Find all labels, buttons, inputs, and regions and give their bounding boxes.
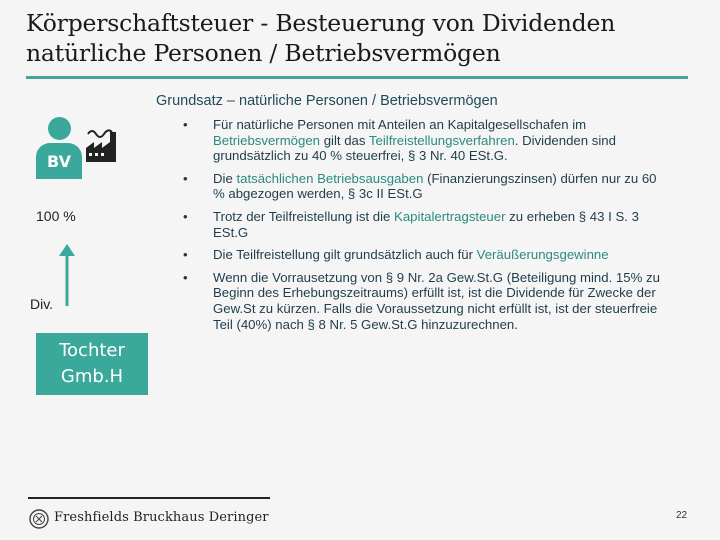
bullet-text: zu erheben § 43 I S. 3 ESt.G — [213, 208, 639, 240]
factory-icon — [84, 124, 122, 166]
highlighted-term: Kapitalertragsteuer — [394, 208, 506, 224]
bullet-dot: • — [183, 117, 188, 132]
title-line-1: Körperschaftsteuer - Besteuerung von Dividenden — [26, 9, 616, 37]
bullet-item — [180, 117, 660, 164]
bullet-text: . Dividenden sind grundsätzlich zu 40 % steuerfrei, § 3 Nr. 40 ESt.G. — [213, 132, 616, 164]
bullet-item — [180, 171, 660, 202]
bullet-dot: • — [183, 208, 188, 224]
percent-label: 100 % — [36, 208, 76, 224]
bullet-dot: • — [183, 269, 188, 285]
bullet-item — [180, 270, 660, 332]
arrow-up-icon — [57, 244, 77, 308]
footer-divider — [28, 497, 270, 499]
bullet-item — [180, 209, 660, 240]
bullet-text: Für natürliche Personen mit Anteilen an Kapitalgesellschafen im — [213, 117, 587, 132]
highlighted-term: tatsächlichen Betriebsausgaben — [236, 170, 424, 186]
dividend-label: Div. — [30, 296, 54, 312]
subsidiary-line-2: Gmb.H — [60, 366, 124, 387]
bullet-list — [180, 117, 660, 339]
bullet-dot: • — [183, 247, 188, 263]
person-icon — [48, 117, 71, 140]
highlighted-term: Teilfreistellungsverfahren — [368, 132, 515, 148]
bullet-text: (Finanzierungszinsen) dürfen nur zu 60 % abgezogen werden, § 3c II ESt.G — [213, 170, 657, 202]
bullet-text: gilt das — [320, 132, 369, 148]
bullet-text: Die Teilfreistellung gilt grundsätzlich auch für — [213, 247, 477, 263]
subsidiary-box — [36, 333, 148, 395]
title-divider — [26, 76, 688, 79]
highlighted-term: Veräußerungsgewinne — [476, 247, 609, 263]
bullet-text: Wenn die Vorrausetzung von § 9 Nr. 2a Gew.St.G (Beteiligung mind. 15% zu Beginn des Erhebungszeitraums) erfüllt ist, ist die Dividende für Zwecke der Gew.St zu kürzen. Falls die Voraussetzung nicht erfüllt ist, ist der steuerfreie Teil (40%) nach § 8 Nr. 5 Gew.St.G hinzuzurechnen. — [213, 269, 660, 332]
slide-title — [26, 8, 706, 68]
highlighted-term: Betriebsvermögen — [213, 132, 321, 148]
bv-person-body — [36, 143, 82, 179]
page-number: 22 — [676, 510, 688, 521]
subsidiary-line-1: Tochter — [59, 340, 125, 361]
subheading: Grundsatz – natürliche Personen / Betriebsvermögen — [156, 93, 498, 109]
bullet-dot: • — [183, 170, 188, 186]
brand-seal-icon — [29, 509, 49, 529]
brand-name: Freshfields Bruckhaus Deringer — [54, 510, 269, 525]
title-line-2: natürliche Personen / Betriebsvermögen — [26, 39, 501, 67]
bv-label: BV — [47, 151, 71, 171]
bullet-text: Trotz der Teilfreistellung ist die — [213, 208, 395, 224]
bullet-item — [180, 247, 660, 263]
bullet-text: Die — [213, 170, 237, 186]
